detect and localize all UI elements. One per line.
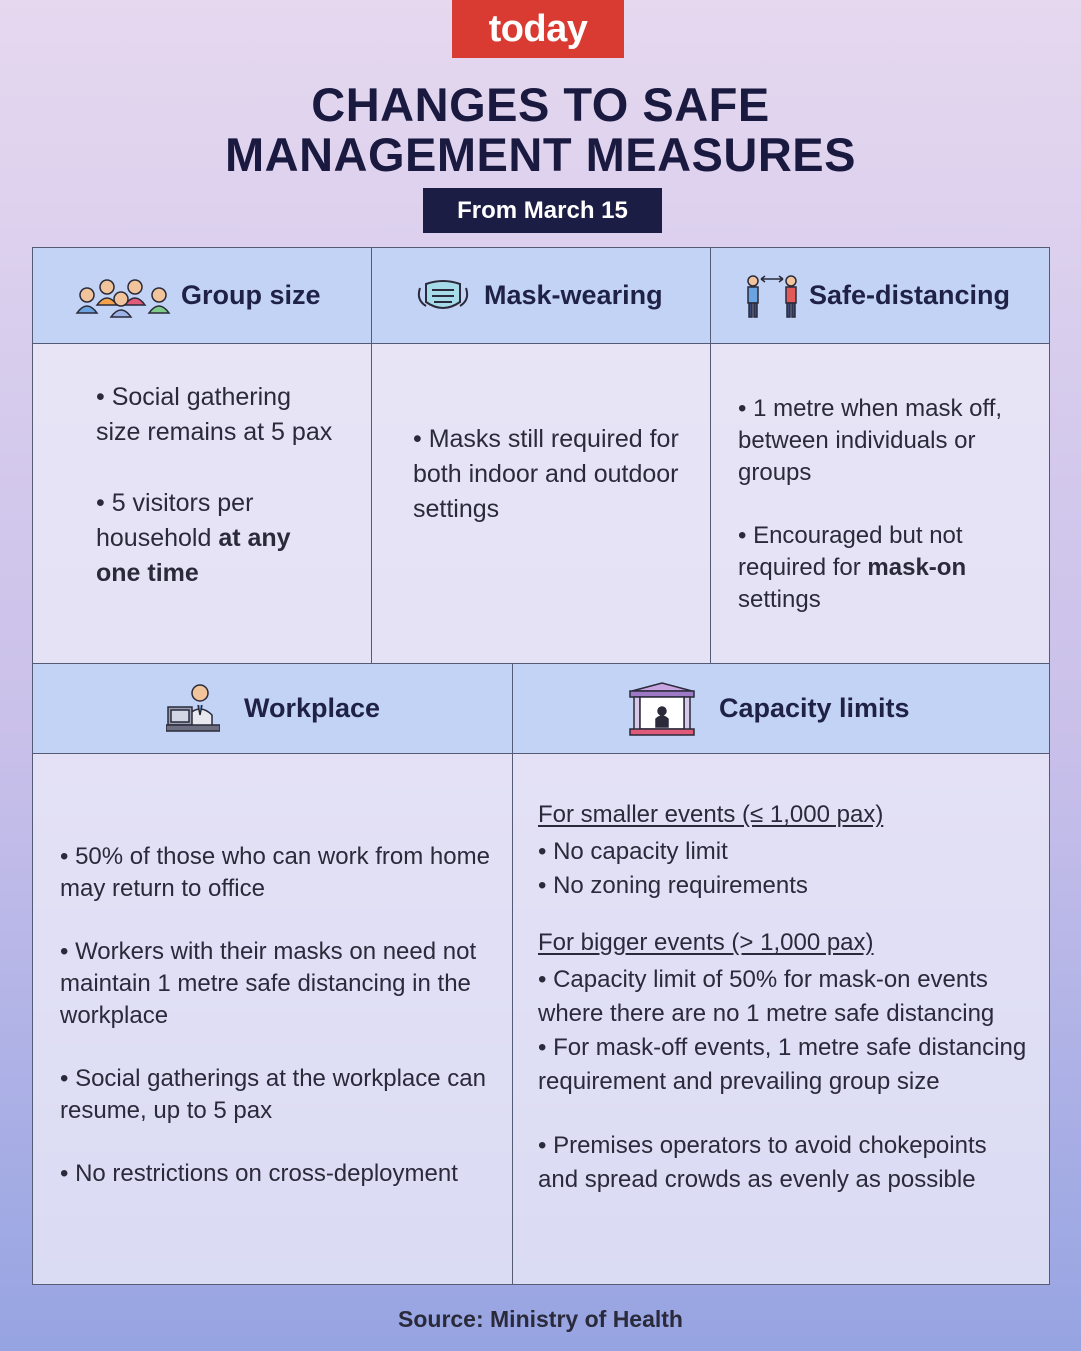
workplace-bullet-3: • Social gatherings at the workplace can resume, up to 5 pax bbox=[60, 1065, 486, 1124]
capacity-limits-header bbox=[512, 663, 1050, 754]
mask-wearing-header bbox=[371, 247, 711, 344]
people-group-icon bbox=[75, 273, 171, 319]
bigger-events-bullet-3: • Premises operators to avoid chokepoints and spread crowds as evenly as possible bbox=[538, 1132, 987, 1193]
distancing-bullet-2: • Encouraged but not required for mask-on settings bbox=[738, 522, 967, 613]
office-worker-icon bbox=[166, 683, 220, 735]
title-line-2: MANAGEMENT MEASURES bbox=[225, 128, 856, 181]
safe-distancing-title: Safe-distancing bbox=[809, 280, 1011, 310]
capacity-limits-body bbox=[512, 753, 1050, 1285]
mask-wearing-bullet-1: • Masks still required for both indoor and outdoor settings bbox=[413, 425, 679, 523]
date-badge: From March 15 bbox=[423, 188, 662, 233]
workplace-bullet-2: • Workers with their masks on need not maintain 1 metre safe distancing in the workplace bbox=[60, 938, 477, 1029]
distancing-people-icon bbox=[745, 273, 799, 319]
group-size-header bbox=[32, 247, 372, 344]
group-size-bullet-2: • 5 visitors per household at any one time bbox=[96, 489, 291, 587]
mask-wearing-body bbox=[371, 343, 711, 664]
workplace-body bbox=[32, 753, 513, 1285]
bigger-events-heading: For bigger events (> 1,000 pax) bbox=[538, 929, 874, 956]
event-stage-icon bbox=[628, 681, 696, 737]
smaller-events-bullet-1: • No capacity limit bbox=[538, 838, 728, 865]
smaller-events-heading: For smaller events (≤ 1,000 pax) bbox=[538, 801, 884, 828]
group-size-body bbox=[32, 343, 372, 664]
mask-wearing-title: Mask-wearing bbox=[484, 280, 663, 310]
capacity-limits-title: Capacity limits bbox=[719, 693, 910, 723]
workplace-title: Workplace bbox=[244, 693, 381, 723]
safe-distancing-header bbox=[710, 247, 1050, 344]
today-logo: today bbox=[452, 0, 624, 58]
bigger-events-bullet-1: • Capacity limit of 50% for mask-on events where there are no 1 metre safe distancing bbox=[538, 966, 995, 1027]
workplace-bullet-4: • No restrictions on cross-deployment bbox=[60, 1160, 458, 1187]
workplace-header bbox=[32, 663, 513, 754]
page-title bbox=[0, 80, 1081, 180]
safe-distancing-body bbox=[710, 343, 1050, 664]
group-size-bullet-1: • Social gathering size remains at 5 pax bbox=[96, 383, 333, 446]
smaller-events-bullet-2: • No zoning requirements bbox=[538, 872, 808, 899]
group-size-title: Group size bbox=[181, 280, 321, 310]
distancing-bullet-1: • 1 metre when mask off, between individuals or groups bbox=[738, 395, 1003, 486]
bigger-events-bullet-2: • For mask-off events, 1 metre safe distancing requirement and prevailing group size bbox=[538, 1034, 1027, 1095]
workplace-bullet-1: • 50% of those who can work from home may return to office bbox=[60, 843, 490, 902]
title-line-1: CHANGES TO SAFE bbox=[311, 78, 770, 131]
face-mask-icon bbox=[416, 278, 470, 314]
source-credit: Source: Ministry of Health bbox=[398, 1306, 683, 1332]
